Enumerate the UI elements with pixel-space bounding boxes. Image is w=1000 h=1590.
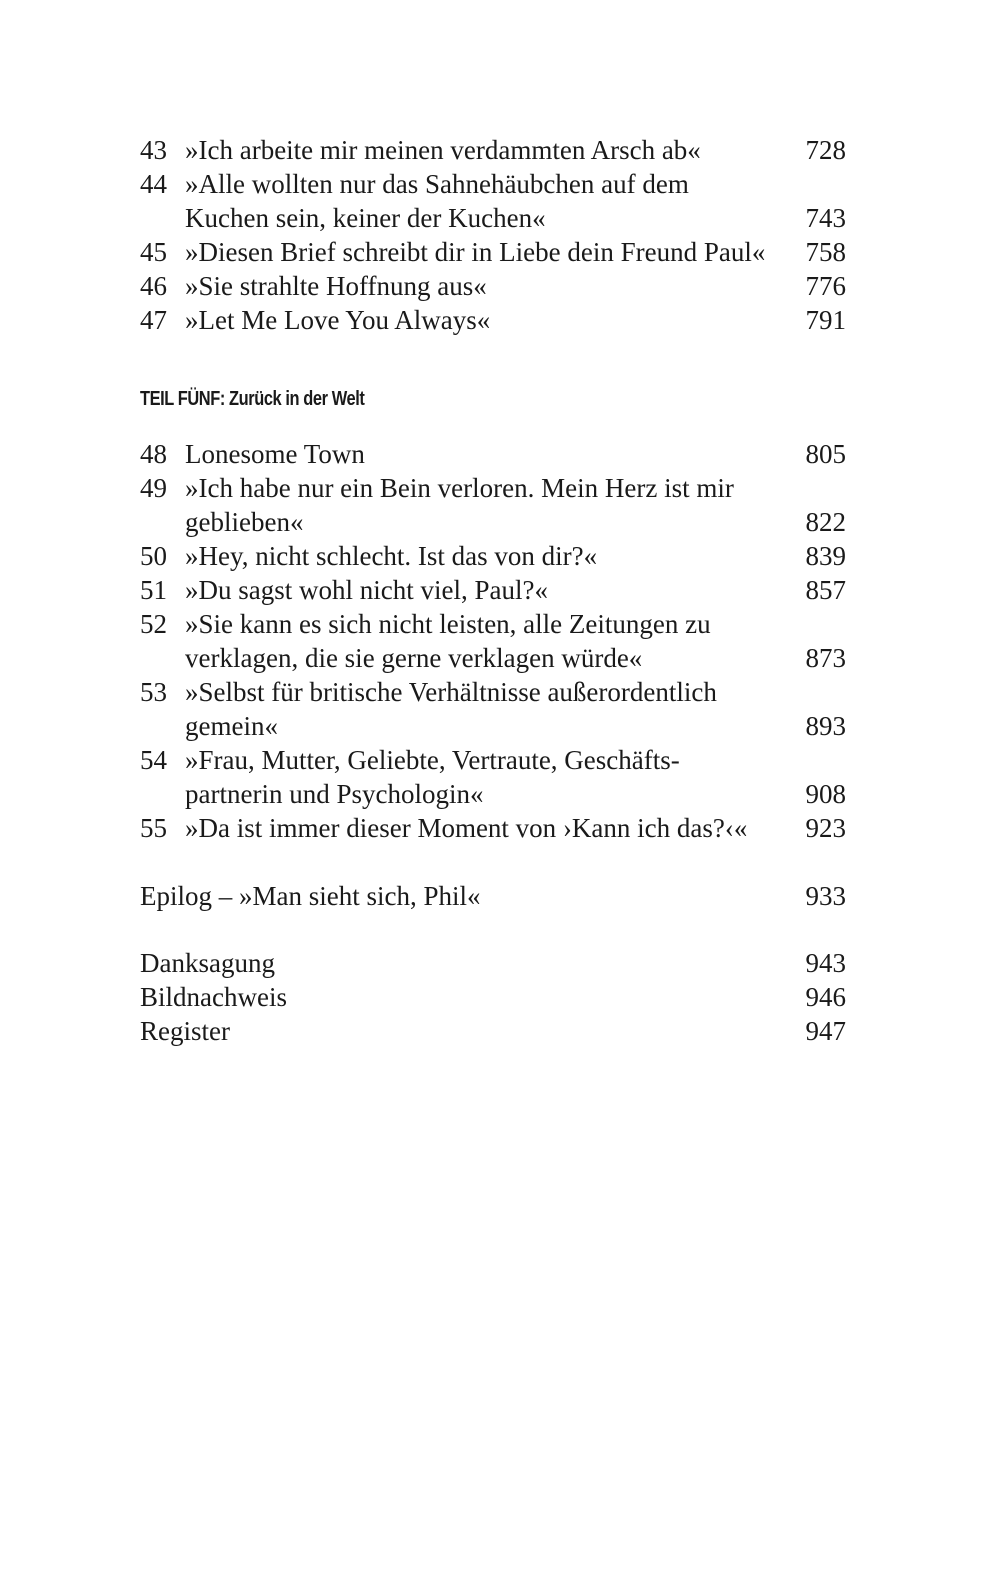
- chapter-title: »Hey, nicht schlecht. Ist das von dir?«: [185, 541, 598, 571]
- page-number: 776: [805, 271, 846, 301]
- toc-entry: [140, 607, 846, 675]
- back-matter-spacer: [140, 913, 846, 946]
- table-of-contents: [140, 133, 846, 1048]
- toc-entry: [140, 675, 846, 743]
- chapter-title: »Selbst für britische Verhältnisse außerordentlich gemein«: [185, 677, 717, 741]
- page-number: 908: [805, 779, 846, 809]
- chapter-title: »Alle wollten nur das Sahnehäubchen auf dem Kuchen sein, keiner der Kuchen«: [185, 169, 689, 233]
- toc-entry: [140, 811, 846, 845]
- epilog-spacer: [140, 845, 846, 879]
- page-number: 839: [805, 541, 846, 571]
- page-number: 822: [805, 507, 846, 537]
- page-number: 873: [805, 643, 846, 673]
- chapter-title: »Sie strahlte Hoffnung aus«: [185, 271, 487, 301]
- toc-entry: [140, 573, 846, 607]
- chapter-number: 48: [140, 439, 167, 469]
- chapter-number: 50: [140, 541, 167, 571]
- page-number: 857: [805, 575, 846, 605]
- section-heading: [140, 387, 719, 411]
- toc-entry: [140, 133, 846, 167]
- toc-entry: [140, 235, 846, 269]
- chapter-number: 55: [140, 813, 167, 843]
- chapter-number: 44: [140, 169, 167, 199]
- back-matter-title: Bildnachweis: [140, 982, 287, 1012]
- page-number: 805: [805, 439, 846, 469]
- page-number: 728: [805, 135, 846, 165]
- toc-entry: [140, 539, 846, 573]
- section-separator: :: [219, 388, 230, 410]
- chapter-title: »Ich arbeite mir meinen verdammten Arsch ab«: [185, 135, 701, 165]
- page-number: 946: [805, 982, 846, 1012]
- chapter-title: Lonesome Town: [185, 439, 365, 469]
- back-matter-title: Register: [140, 1016, 230, 1046]
- page-number: 923: [805, 813, 846, 843]
- page-number: 933: [805, 881, 846, 911]
- chapter-number: 52: [140, 609, 167, 639]
- toc-entry: [140, 269, 846, 303]
- toc-entry: [140, 437, 846, 471]
- toc-entry: [140, 303, 846, 337]
- chapter-number: 51: [140, 575, 167, 605]
- page-number: 943: [805, 948, 846, 978]
- toc-entry-epilog: [140, 879, 846, 913]
- toc-entry: [140, 167, 846, 235]
- page-number: 743: [805, 203, 846, 233]
- chapter-number: 49: [140, 473, 167, 503]
- chapter-number: 54: [140, 745, 167, 775]
- toc-entry: [140, 743, 846, 811]
- chapter-number: 45: [140, 237, 167, 267]
- chapter-number: 47: [140, 305, 167, 335]
- chapter-title: »Frau, Mutter, Geliebte, Vertraute, Geschäfts- partnerin und Psychologin«: [185, 745, 680, 809]
- back-matter-title: Danksagung: [140, 948, 275, 978]
- chapter-number: 53: [140, 677, 167, 707]
- chapter-title: »Du sagst wohl nicht viel, Paul?«: [185, 575, 548, 605]
- chapter-title: »Da ist immer dieser Moment von ›Kann ich das?‹«: [185, 813, 748, 843]
- heading-spacer: [140, 411, 846, 437]
- page-number: 791: [805, 305, 846, 335]
- page-number: 758: [805, 237, 846, 267]
- toc-entry-back-matter: [140, 1014, 846, 1048]
- toc-entry: [140, 471, 846, 539]
- epilog-title: Epilog – »Man sieht sich, Phil«: [140, 881, 481, 911]
- chapter-number: 43: [140, 135, 167, 165]
- page-number: 893: [805, 711, 846, 741]
- section-spacer: [140, 337, 846, 387]
- section-title: Zurück in der Welt: [229, 388, 365, 410]
- chapter-title: »Let Me Love You Always«: [185, 305, 491, 335]
- chapter-title: »Sie kann es sich nicht leisten, alle Zeitungen zu verklagen, die sie gerne verklagen würde«: [185, 609, 711, 673]
- section-prefix: TEIL FÜNF: [140, 388, 220, 410]
- chapter-number: 46: [140, 271, 167, 301]
- toc-entry-back-matter: [140, 946, 846, 980]
- chapter-title: »Ich habe nur ein Bein verloren. Mein Herz ist mir geblieben«: [185, 473, 734, 537]
- toc-entry-back-matter: [140, 980, 846, 1014]
- chapter-title: »Diesen Brief schreibt dir in Liebe dein Freund Paul«: [185, 237, 766, 267]
- page-number: 947: [805, 1016, 846, 1046]
